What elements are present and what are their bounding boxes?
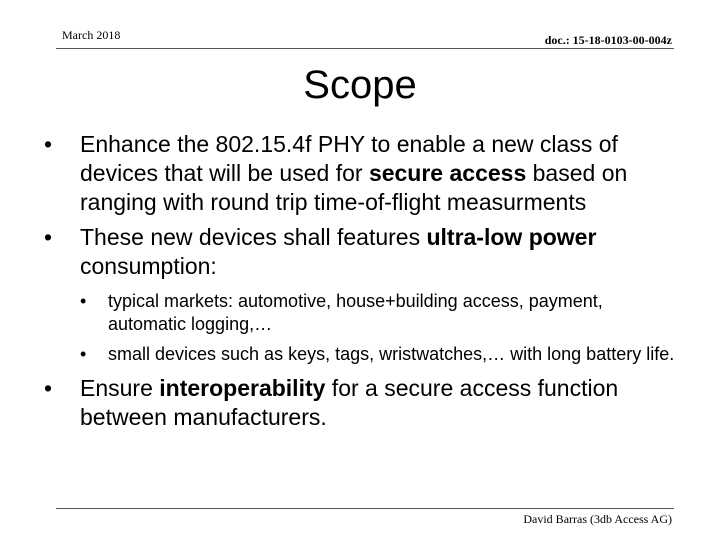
sub-bullet-text: typical markets: automotive, house+building access, payment, automatic logging,… (108, 291, 603, 334)
bullet-emphasis: interoperability (159, 375, 326, 401)
bullet-text: based on ranging with round trip time-of-flight measurments (80, 160, 628, 215)
sub-bullet-list (42, 290, 682, 366)
sub-bullet-markets (80, 290, 682, 336)
bullet-secure-access (42, 130, 682, 217)
sub-bullet-text: small devices such as keys, tags, wristwatches,… with long battery life. (108, 344, 675, 364)
header-doc-id: doc.: 15-18-0103-00-004z (544, 33, 672, 47)
bullet-text: Ensure (80, 375, 160, 401)
footer-rule (56, 508, 674, 509)
bullet-text: for a secure access function between manufacturers. (80, 375, 619, 430)
footer-author: David Barras (3db Access AG) (523, 512, 672, 526)
bullet-marker: • (44, 375, 53, 401)
bullet-emphasis: ultra-low power (426, 224, 597, 250)
bullet-marker: • (44, 224, 53, 250)
header-date: March 2018 (62, 28, 121, 42)
bullet-emphasis: secure access (368, 160, 527, 186)
bullet-list (42, 130, 682, 438)
bullet-text: These new devices shall features (80, 224, 427, 250)
sub-bullet-devices (80, 343, 682, 366)
bullet-text: Enhance the 802.15.4f PHY to enable a new class of devices that will be used for (80, 131, 618, 186)
header-rule (56, 48, 674, 49)
bullet-marker: • (44, 131, 53, 157)
sub-bullet-marker: • (80, 291, 87, 311)
bullet-interoperability (42, 374, 682, 432)
bullet-text: consumption: (80, 253, 217, 279)
sub-bullet-marker: • (80, 344, 87, 364)
slide-title: Scope (303, 63, 417, 107)
bullet-ultra-low-power (42, 223, 682, 281)
